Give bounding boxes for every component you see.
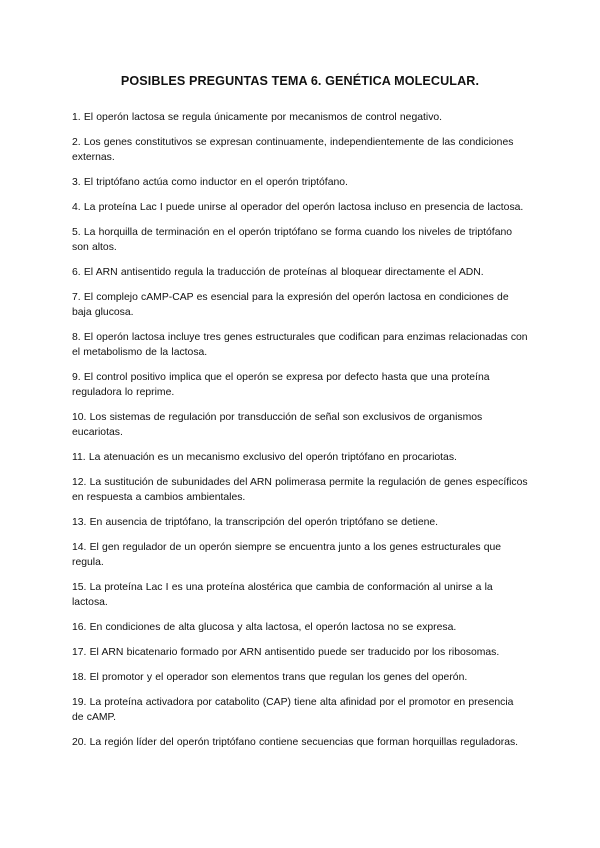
question-item: 12. La sustitución de subunidades del ARN polimerasa permite la regulación de genes específicos en respuesta a cambios ambientales.	[72, 477, 528, 503]
question-item: 13. En ausencia de triptófano, la transcripción del operón triptófano se detiene.	[72, 517, 439, 528]
question-item: 18. El promotor y el operador son elementos trans que regulan los genes del operón.	[72, 672, 468, 683]
question-item: 3. El triptófano actúa como inductor en el operón triptófano.	[72, 177, 348, 188]
question-item: 1. El operón lactosa se regula únicamente por mecanismos de control negativo.	[72, 112, 443, 123]
question-item: 5. La horquilla de terminación en el operón triptófano se forma cuando los niveles de triptófano son altos.	[72, 227, 513, 253]
question-item: 15. La proteína Lac I es una proteína alostérica que cambia de conformación al unirse a la lactosa.	[72, 582, 493, 608]
question-item: 2. Los genes constitutivos se expresan continuamente, independientemente de las condiciones externas.	[72, 137, 514, 163]
question-item: 19. La proteína activadora por catabolito (CAP) tiene alta afinidad por el promotor en presencia de cAMP.	[72, 697, 514, 723]
question-item: 7. El complejo cAMP-CAP es esencial para la expresión del operón lactosa en condiciones de baja glucosa.	[72, 292, 509, 318]
question-item: 10. Los sistemas de regulación por transducción de señal son exclusivos de organismos eucariotas.	[72, 412, 483, 438]
question-item: 11. La atenuación es un mecanismo exclusivo del operón triptófano en procariotas.	[72, 452, 457, 463]
question-item: 4. La proteína Lac I puede unirse al operador del operón lactosa incluso en presencia de lactosa.	[72, 202, 524, 213]
question-item: 16. En condiciones de alta glucosa y alta lactosa, el operón lactosa no se expresa.	[72, 622, 457, 633]
question-item: 17. El ARN bicatenario formado por ARN antisentido puede ser traducido por los ribosomas.	[72, 647, 500, 658]
question-item: 8. El operón lactosa incluye tres genes estructurales que codifican para enzimas relacionadas con el metabolismo de la lactosa.	[72, 332, 528, 358]
question-item: 14. El gen regulador de un operón siempre se encuentra junto a los genes estructurales que regula.	[72, 542, 502, 568]
question-list	[72, 110, 528, 750]
page-title: POSIBLES PREGUNTAS TEMA 6. GENÉTICA MOLECULAR.	[120, 74, 480, 88]
question-item: 6. El ARN antisentido regula la traducción de proteínas al bloquear directamente el ADN.	[72, 267, 484, 278]
question-item: 20. La región líder del operón triptófano contiene secuencias que forman horquillas reguladoras.	[72, 737, 519, 748]
question-item: 9. El control positivo implica que el operón se expresa por defecto hasta que una proteína reguladora lo reprime.	[72, 372, 490, 398]
